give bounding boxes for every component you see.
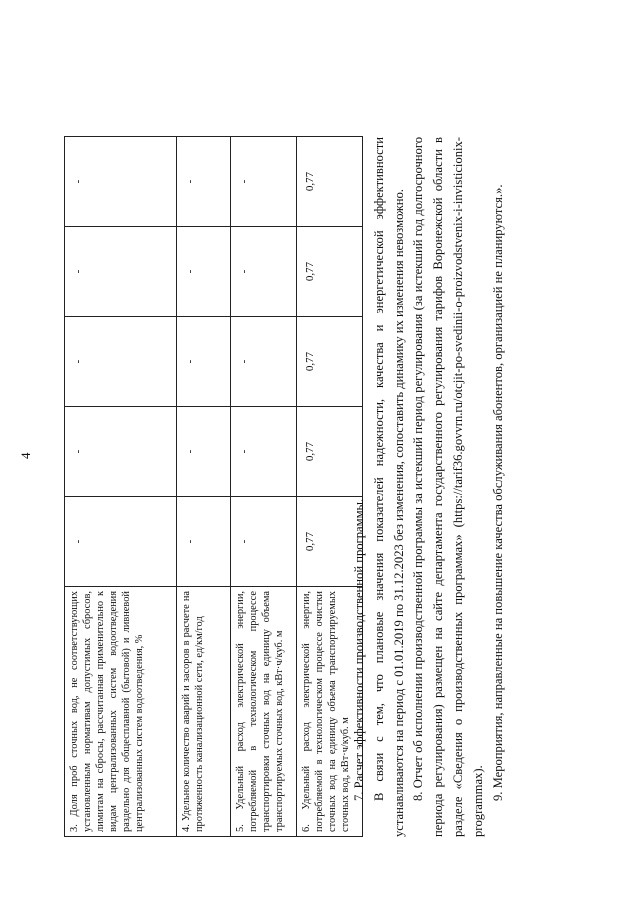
indicators-table (64, 136, 363, 837)
indicator-label: 5. Удельный расход электрической энергии, потребляемой в технологическом процессе транспортировки сточных вод на единицу объема транспортируемых сточных вод, кВт·ч/куб. м (231, 587, 297, 837)
section-7-heading: 7. Расчет эффективности производственной программы. (352, 498, 366, 801)
indicator-label: 3. Доля проб сточных вод, не соответствующих установленным нормативам допустимых сбросов, лимитам на сбросы, рассчитанная применительно к видам централизованных систем водоотведения раздельно для общесплавной (бытовой) и ливневой централизованных систем водоотведения, % (65, 587, 177, 837)
indicator-value: - (231, 137, 297, 227)
table-row (65, 137, 177, 837)
indicator-value: - (65, 227, 177, 317)
indicator-label: 4. Удельное количество аварий и засоров в расчете на протяженность канализационной сети, ед/км/год (177, 587, 231, 837)
page-number: 4 (18, 452, 33, 459)
section-9-paragraph: 9. Мероприятия, направленные на повышение качества обслуживания абонентов, организацией не планируются.». (490, 184, 505, 801)
indicator-value: - (65, 317, 177, 407)
table-row (177, 137, 231, 837)
indicator-value: - (177, 227, 231, 317)
indicator-value: - (231, 317, 297, 407)
indicator-value: - (177, 497, 231, 587)
indicator-value: - (65, 137, 177, 227)
indicator-value: 0,77 (297, 227, 363, 317)
indicator-value: - (177, 137, 231, 227)
indicator-label: 6. Удельный расход электрической энергии, потребляемой в технологическом процессе очистки сточных вод на единицу объема транспортируемых сточных вод, кВт·ч/куб. м (297, 587, 363, 837)
table-row (231, 137, 297, 837)
indicator-value: 0,77 (297, 317, 363, 407)
indicator-value: - (231, 227, 297, 317)
document-body (350, 137, 508, 837)
indicator-value: - (177, 407, 231, 497)
indicator-value: - (65, 497, 177, 587)
section-7-paragraph: В связи с тем, что плановые значения показателей надежности, качества и энергетической эффективности устанавливаются на период с 01.01.2019 по 31.12.2023 без изменения, сопоставить динамику их изменения невозможно. (371, 137, 406, 837)
indicator-value: 0,77 (297, 497, 363, 587)
indicator-value: - (231, 497, 297, 587)
section-8-paragraph: 8. Отчет об исполнении производственной программы за истекший период регулирования (за истекший год долгосрочного периода регулирования) размещен на сайте департамента государственного регулирования тарифов Воронежской области в разделе «Сведения о производственных программах» (https://tarif36.govvrn.ru/otcjit-po-svedinii-o-proizvodstvenix-i-invisticionix-programmax). (411, 137, 485, 837)
indicator-value: - (177, 317, 231, 407)
indicator-value: 0,77 (297, 407, 363, 497)
indicator-value: 0,77 (297, 137, 363, 227)
indicator-value: - (65, 407, 177, 497)
indicator-value: - (231, 407, 297, 497)
